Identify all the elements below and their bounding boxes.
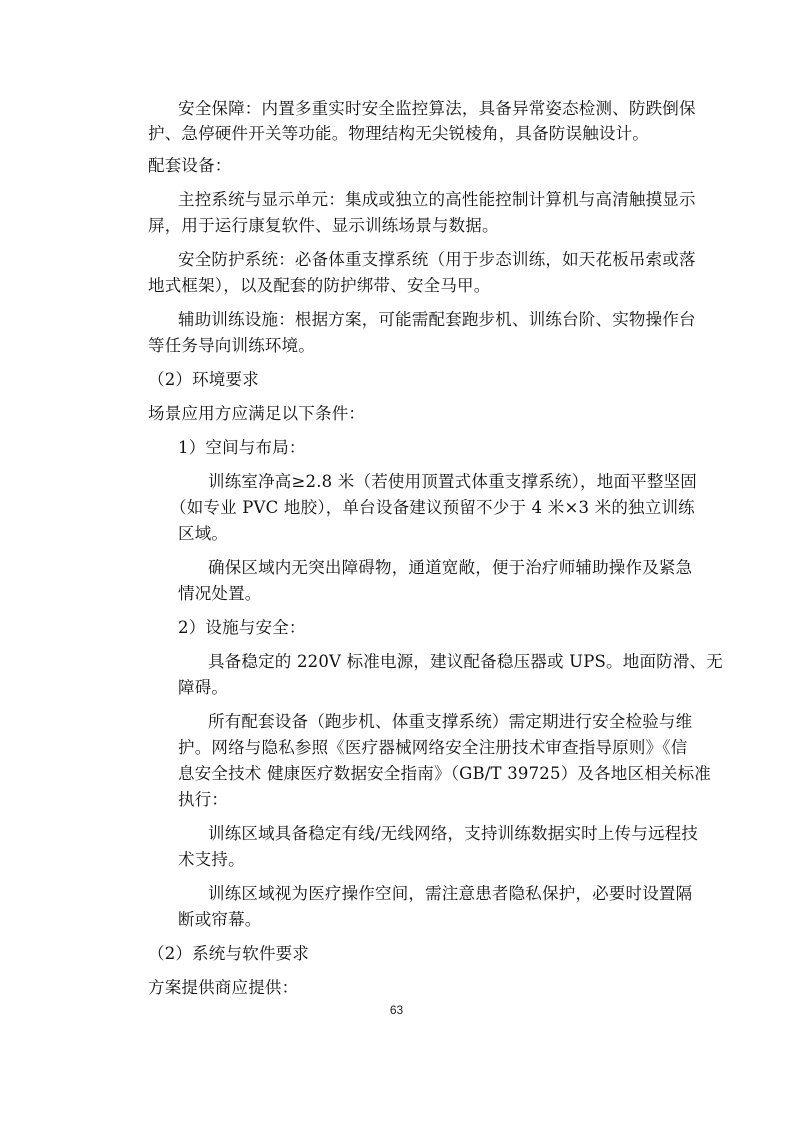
paragraph-line: 屏，用于运行康复软件、显示训练场景与数据。	[148, 216, 499, 235]
section-heading: （2）环境要求	[148, 370, 259, 389]
paragraph-line: 护。网络与隐私参照《医疗器械网络安全注册技术审查指导原则》《信	[178, 738, 688, 757]
paragraph-line: 障碍。	[178, 678, 229, 697]
paragraph-line: 确保区域内无突出障碍物，通道宽敞，便于治疗师辅助操作及紧急	[208, 558, 693, 577]
paragraph-line: 区域。	[178, 524, 229, 543]
subsection-heading: 2）设施与安全：	[178, 618, 306, 637]
paragraph-line: 息安全技术 健康医疗数据安全指南》（GB/T 39725）及各地区相关标准	[178, 764, 711, 783]
subsection-heading: 1）空间与布局：	[178, 438, 306, 457]
paragraph-line: 训练室净高≥2.8 米（若使用顶置式体重支撑系统），地面平整坚固	[208, 472, 697, 491]
paragraph-line: 情况处置。	[178, 584, 262, 603]
paragraph-line: 具备稳定的 220V 标准电源，建议配备稳压器或 UPS。地面防滑、无	[208, 652, 723, 671]
paragraph-line: 安全防护系统：必备体重支撑系统（用于步态训练，如天花板吊索或落	[178, 250, 696, 269]
paragraph-line: 主控系统与显示单元：集成或独立的高性能控制计算机与高清触摸显示	[178, 190, 696, 209]
paragraph-line: 断或帘幕。	[178, 910, 262, 929]
section-heading: （2）系统与软件要求	[148, 944, 309, 963]
paragraph-line: 训练区域视为医疗操作空间，需注意患者隐私保护，必要时设置隔	[208, 884, 693, 903]
section-label: 配套设备：	[148, 156, 232, 175]
paragraph-line: 辅助训练设施：根据方案，可能需配套跑步机、训练台阶、实物操作台	[178, 310, 696, 329]
paragraph-line: 训练区域具备稳定有线/无线网络，支持训练数据实时上传与远程技	[208, 824, 699, 843]
paragraph-line: 方案提供商应提供：	[148, 978, 299, 997]
page-number: 63	[389, 1003, 404, 1017]
paragraph-line: 护、急停硬件开关等功能。物理结构无尖锐棱角，具备防误触设计。	[148, 124, 649, 143]
paragraph-line: 等任务导向训练环境。	[148, 336, 315, 355]
paragraph-line: 术支持。	[178, 850, 245, 869]
paragraph-line: 地式框架），以及配套的防护绑带、安全马甲。	[148, 276, 491, 295]
paragraph-line: （如专业 PVC 地胶），单台设备建议预留不少于 4 米×3 米的独立训练	[170, 498, 695, 517]
paragraph-line: 安全保障：内置多重实时安全监控算法，具备异常姿态检测、防跌倒保	[178, 99, 696, 118]
paragraph-line: 所有配套设备（跑步机、体重支撑系统）需定期进行安全检验与维	[208, 712, 693, 731]
paragraph-line: 场景应用方应满足以下条件：	[148, 404, 366, 423]
paragraph-line: 执行：	[178, 790, 229, 809]
